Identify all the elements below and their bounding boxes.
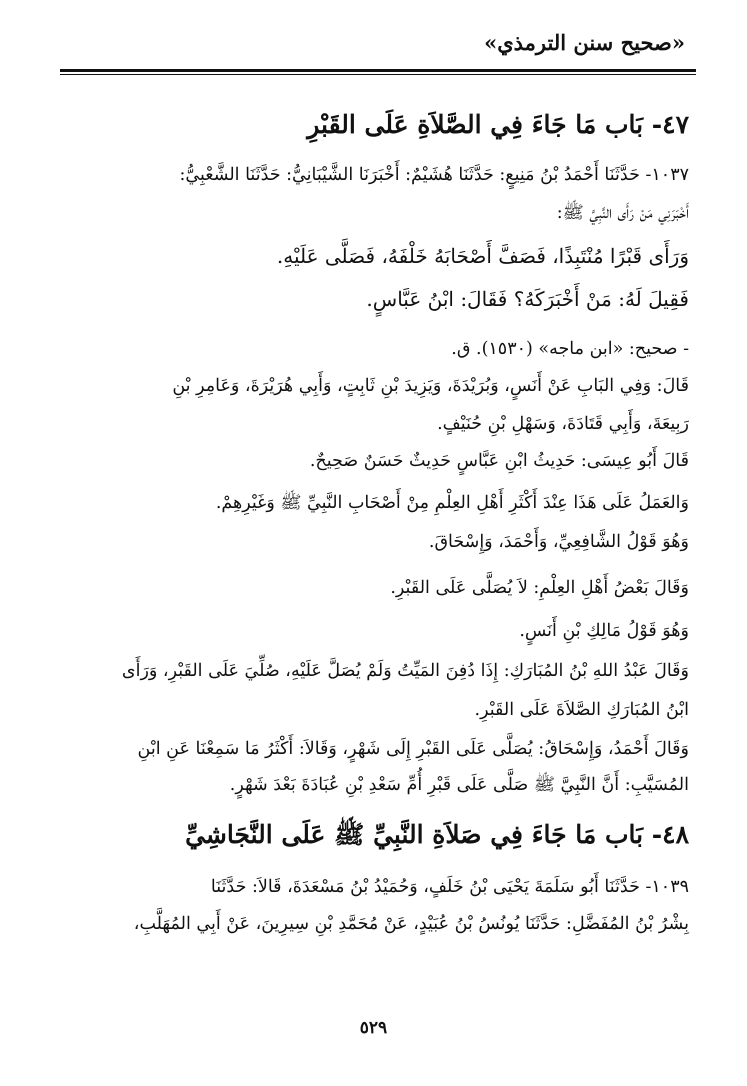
text-line: أَخْبَرَنِي مَنْ رَأَى النَّبِيَّ ﷺ:: [556, 203, 689, 223]
page-number: ٥٢٩: [359, 1018, 388, 1038]
text-line: المُسَيَّبِ: أَنَّ النَّبِيَّ ﷺ صَلَّى عَلَى قَبْرِ أُمِّ سَعْدِ بْنِ عُبَادَةَ بَعْدَ شَهْرٍ.: [229, 775, 689, 795]
header-rule-thin: [60, 74, 696, 75]
hadith-line: وَرَأَى قَبْرًا مُنْتَبِذًا، فَصَفَّ أَصْحَابَهُ خَلْفَهُ، فَصَلَّى عَلَيْهِ.: [276, 244, 689, 268]
hadith-line: فَقِيلَ لَهُ: مَنْ أَخْبَرَكَهُ؟ فَقَالَ: ابْنُ عَبَّاسٍ.: [366, 287, 689, 311]
text-line: وَهُوَ قَوْلُ مَالِكِ بْنِ أَنَسٍ.: [519, 621, 689, 641]
grading-line: - صحيح: «ابن ماجه» (١٥٣٠). ق.: [451, 339, 689, 359]
text-line: وَهُوَ قَوْلُ الشَّافِعِيِّ، وَأَحْمَدَ، وَإِسْحَاقَ.: [428, 532, 689, 552]
running-header: «صحيح سنن الترمذي»: [484, 30, 685, 55]
text-line: ١٠٣٧- حَدَّثَنَا أَحْمَدُ بْنُ مَنِيعٍ: حَدَّثَنَا هُشَيْمٌ: أَخْبَرَنَا الشَّيْبَانِيُّ: حَدَّثَنَا الشَّعْبِيُّ:: [179, 165, 689, 185]
text-line: ابْنُ المُبَارَكِ الصَّلاَةَ عَلَى القَبْرِ.: [474, 700, 689, 720]
text-line: وَقَالَ عَبْدُ اللهِ بْنُ المُبَارَكِ: إِذَا دُفِنَ المَيِّتُ وَلَمْ يُصَلَّ عَلَيْهِ، صُلِّيَ عَلَى القَبْرِ، وَرَأَى: [121, 661, 689, 681]
chapter-heading: ٤٨- بَاب مَا جَاءَ فِي صَلاَةِ النَّبِيِّ ﷺ عَلَى النَّجَاشِيِّ: [185, 820, 689, 849]
text-line: وَقَالَ بَعْضُ أَهْلِ العِلْمِ: لاَ يُصَلَّى عَلَى القَبْرِ.: [390, 578, 689, 598]
header-rule: [60, 69, 696, 72]
text-line: وَقَالَ أَحْمَدُ، وَإِسْحَاقُ: يُصَلَّى عَلَى القَبْرِ إِلَى شَهْرٍ، وَقَالاَ: أَكْثَرُ مَا سَمِعْنَا عَنِ ابْنِ: [137, 739, 689, 759]
text-line: بِشْرُ بْنُ المُفَضَّلِ: حَدَّثَنَا يُونُسُ بْنُ عُبَيْدٍ، عَنْ مُحَمَّدِ بْنِ سِيرِينَ، عَنْ أَبِي المُهَلَّبِ،: [133, 914, 689, 934]
text-line: قَالَ أَبُو عِيسَى: حَدِيثُ ابْنِ عَبَّاسٍ حَدِيثٌ حَسَنٌ صَحِيحٌ.: [309, 451, 689, 471]
text-line: وَالعَمَلُ عَلَى هَذَا عِنْدَ أَكْثَرِ أَهْلِ العِلْمِ مِنْ أَصْحَابِ النَّبِيِّ ﷺ وَغَيْرِهِمْ.: [215, 493, 689, 513]
text-line: رَبِيعَةَ، وَأَبِي قَتَادَةَ، وَسَهْلِ بْنِ حُنَيْفٍ.: [437, 414, 689, 434]
chapter-heading: ٤٧- بَاب مَا جَاءَ فِي الصَّلاَةِ عَلَى القَبْرِ: [307, 110, 689, 139]
text-line: قَالَ: وَفِي البَابِ عَنْ أَنَسٍ، وَبُرَيْدَةَ، وَيَزِيدَ بْنِ ثَابِتٍ، وَأَبِي هُرَيْرَةَ، وَعَامِرِ بْنِ: [172, 376, 689, 396]
text-line: ١٠٣٩- حَدَّثَنَا أَبُو سَلَمَةَ يَحْيَى بْنُ خَلَفٍ، وَحُمَيْدُ بْنُ مَسْعَدَةَ، قَالاَ: حَدَّثَنَا: [210, 877, 689, 897]
